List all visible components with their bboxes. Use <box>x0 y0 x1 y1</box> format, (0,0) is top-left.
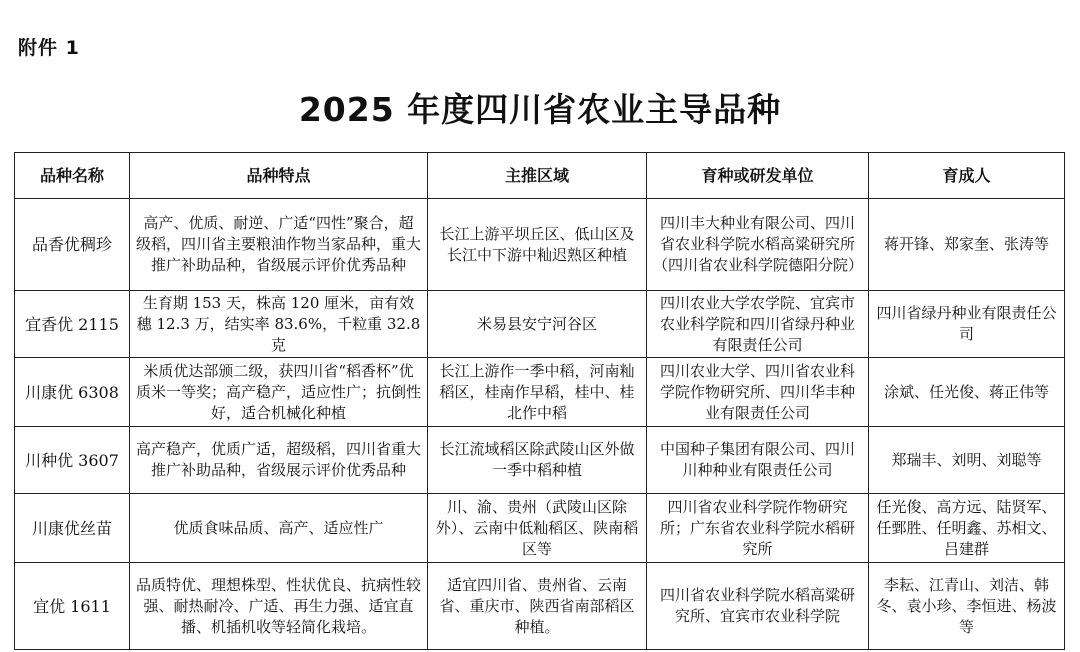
breeder-cell: 四川省绿丹种业有限责任公司 <box>869 291 1065 358</box>
header-breeder: 育成人 <box>869 153 1065 199</box>
unit-cell: 四川丰大种业有限公司、四川省农业科学院水稻高粱研究所（四川省农业科学院德阳分院） <box>647 199 869 291</box>
features-cell: 生育期 153 天，株高 120 厘米，亩有效穗 12.3 万，结实率 83.6%，千粒重 32.8 克 <box>130 291 428 358</box>
region-cell: 适宜四川省、贵州省、云南省、重庆市、陕西省南部稻区种植。 <box>428 563 647 650</box>
table-row <box>15 427 1065 494</box>
features-cell: 品质特优、理想株型、性状优良、抗病性较强、耐热耐冷、广适、再生力强、适宜直播、机插机收等轻简化栽培。 <box>130 563 428 650</box>
header-promotion-region: 主推区域 <box>428 153 647 199</box>
header-variety-name: 品种名称 <box>15 153 130 199</box>
features-cell: 高产稳产，优质广适，超级稻，四川省重大推广补助品种，省级展示评价优秀品种 <box>130 427 428 494</box>
header-features: 品种特点 <box>130 153 428 199</box>
breeder-cell: 李耘、江青山、刘洁、韩 冬、袁小珍、李恒进、杨波等 <box>869 563 1065 650</box>
variety-name-cell: 川种优 3607 <box>15 427 130 494</box>
features-cell: 米质优达部颁二级，获四川省“稻香杯”优质米一等奖；高产稳产，适应性广；抗倒性好，适合机械化种植 <box>130 358 428 427</box>
region-cell: 长江流域稻区除武陵山区外做一季中稻种植 <box>428 427 647 494</box>
features-cell: 优质食味品质、高产、适应性广 <box>130 494 428 563</box>
variety-name-cell: 宜香优 2115 <box>15 291 130 358</box>
region-cell: 长江上游作一季中稻，河南籼稻区，桂南作早稻，桂中、桂北作中稻 <box>428 358 647 427</box>
features-cell: 高产、优质、耐逆、广适“四性”聚合，超级稻，四川省主要粮油作物当家品种，重大推广补助品种，省级展示评价优秀品种 <box>130 199 428 291</box>
unit-cell: 四川农业大学农学院、宜宾市农业科学院和四川省绿丹种业有限责任公司 <box>647 291 869 358</box>
variety-name-cell: 宜优 1611 <box>15 563 130 650</box>
varieties-table <box>14 152 1065 650</box>
breeder-cell: 任光俊、高方远、陆贤军、任鄄胜、任明鑫、苏相文、吕建群 <box>869 494 1065 563</box>
region-cell: 川、渝、贵州（武陵山区除外）、云南中低籼稻区、陕南稻区等 <box>428 494 647 563</box>
unit-cell: 四川省农业科学院作物研究所；广东省农业科学院水稻研究所 <box>647 494 869 563</box>
breeder-cell: 郑瑞丰、刘明、刘聪等 <box>869 427 1065 494</box>
table-row <box>15 199 1065 291</box>
header-breeding-unit: 育种或研发单位 <box>647 153 869 199</box>
table-row <box>15 494 1065 563</box>
table-row <box>15 358 1065 427</box>
table-header-row <box>15 153 1065 199</box>
variety-name-cell: 品香优稠珍 <box>15 199 130 291</box>
region-cell: 长江上游平坝丘区、低山区及长江中下游中籼迟熟区种植 <box>428 199 647 291</box>
document-title: 2025 年度四川省农业主导品种 <box>298 90 782 129</box>
breeder-cell: 蒋开锋、郑家奎、张涛等 <box>869 199 1065 291</box>
breeder-cell: 涂斌、任光俊、蒋正伟等 <box>869 358 1065 427</box>
unit-cell: 中国种子集团有限公司、四川川种种业有限责任公司 <box>647 427 869 494</box>
table-row <box>15 563 1065 650</box>
attachment-label: 附件 1 <box>18 37 80 59</box>
variety-name-cell: 川康优丝苗 <box>15 494 130 563</box>
variety-name-cell: 川康优 6308 <box>15 358 130 427</box>
unit-cell: 四川省农业科学院水稻高粱研究所、宜宾市农业科学院 <box>647 563 869 650</box>
table-row <box>15 291 1065 358</box>
region-cell: 米易县安宁河谷区 <box>428 291 647 358</box>
unit-cell: 四川农业大学、四川省农业科学院作物研究所、四川华丰种业有限责任公司 <box>647 358 869 427</box>
